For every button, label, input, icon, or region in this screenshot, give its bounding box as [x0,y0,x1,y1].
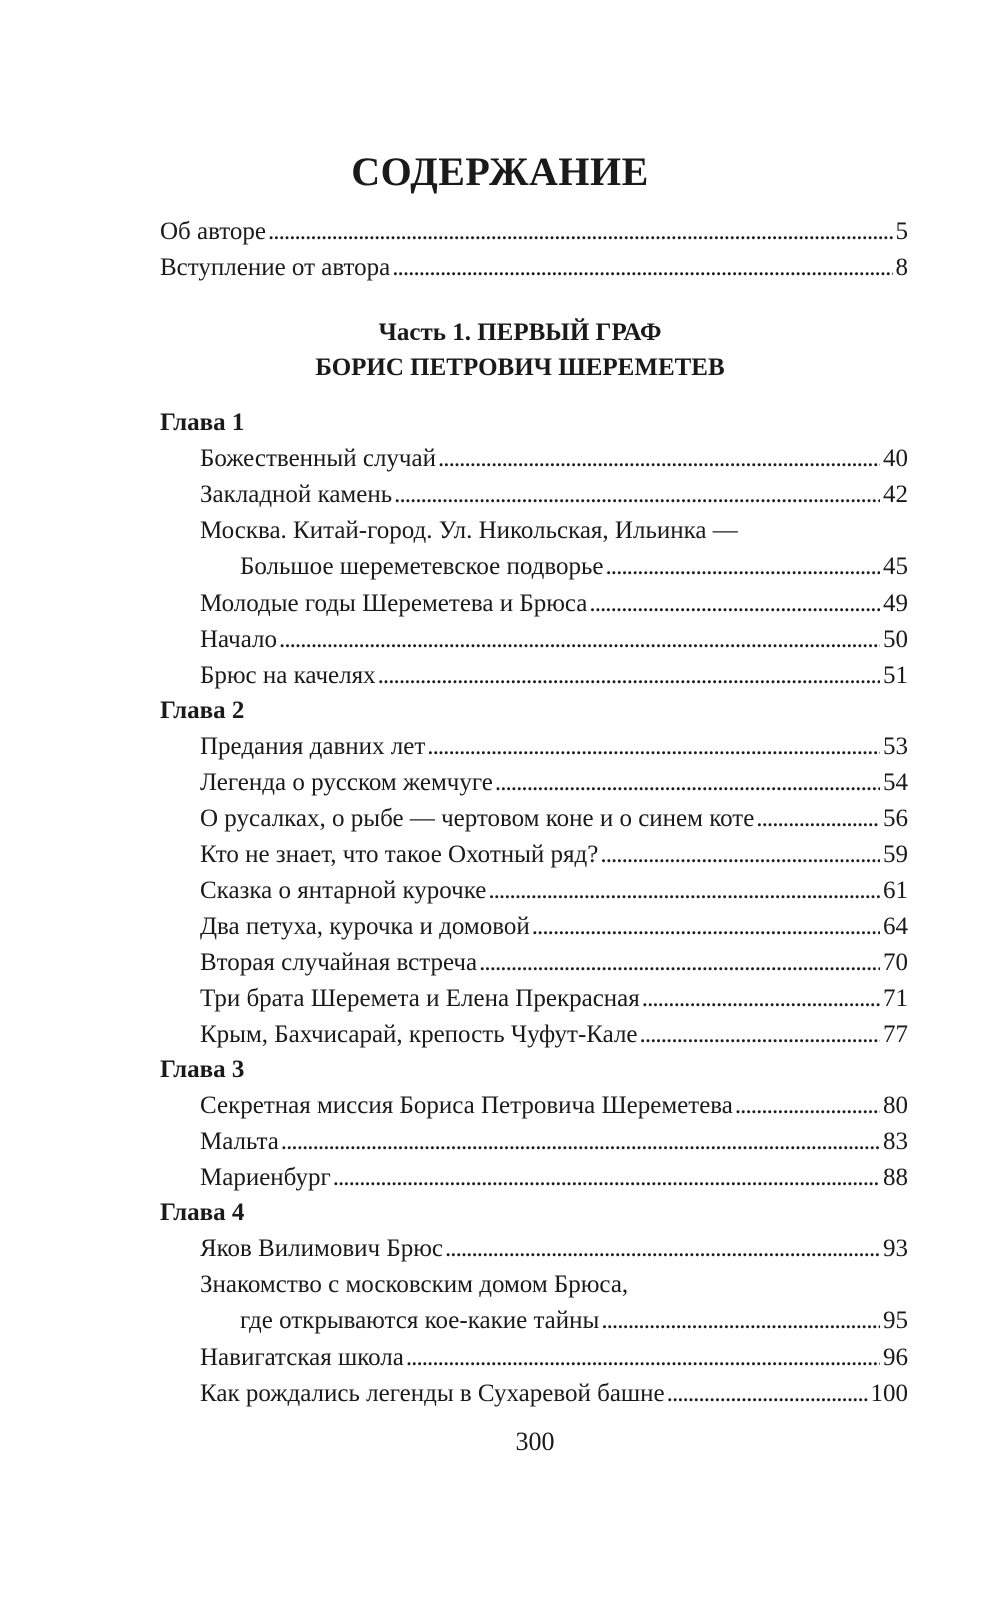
toc-entry[interactable] [200,981,908,1017]
toc-entry-title: Брюс на качелях [200,662,376,689]
toc-entry[interactable] [200,1017,908,1053]
toc-entry[interactable] [200,837,908,873]
toc-entry-page: 71 [883,985,908,1012]
dot-leader [488,873,880,909]
dot-leader [392,250,892,286]
toc-entry-page: 40 [883,445,908,472]
toc-entry-title: Мальта [200,1128,279,1155]
toc-entry[interactable] [200,945,908,981]
dot-leader [281,1124,880,1160]
toc-entry-page: 49 [883,590,908,617]
toc-entry-title: Как рождались легенды в Сухаревой башне [200,1380,665,1407]
toc-entry-title: Два петуха, курочка и домовой [200,913,530,940]
part-heading-line2: БОРИС ПЕТРОВИЧ ШЕРЕМЕТЕВ [315,354,725,381]
dot-leader [394,477,880,513]
toc-entry[interactable] [200,729,908,765]
toc-entry[interactable] [200,441,908,477]
toc-entry-title: где открываются кое-какие тайны [240,1307,600,1334]
toc-entry-title: Вторая случайная встреча [200,949,478,976]
toc-entry-title: Вступление от автора [160,254,391,281]
part-heading [0,315,1000,385]
dot-leader [406,1340,880,1376]
toc-entry-page: 45 [883,553,908,580]
toc-entry-page: 93 [883,1235,908,1262]
dot-leader [600,837,880,873]
toc-entry-introduction[interactable] [160,250,908,286]
page-title: СОДЕРЖАНИЕ [351,149,649,194]
chapter-heading-3: Глава 3 [160,1056,245,1083]
toc-entry-title: Крым, Бахчисарай, крепость Чуфут-Кале [200,1021,638,1048]
toc-entry-title: Мариенбург [200,1164,331,1191]
toc-entry-page: 61 [883,877,908,904]
dot-leader [667,1376,868,1412]
dot-leader [427,729,880,765]
toc-entry-page: 8 [895,254,908,281]
toc-entry-title: Об авторе [160,218,266,245]
toc-entry-page: 64 [883,913,908,940]
toc-entry[interactable] [200,1231,908,1267]
toc-entry[interactable] [200,622,908,658]
chapter-heading-2: Глава 2 [160,697,245,724]
toc-entry-page: 88 [883,1164,908,1191]
dot-leader [479,945,880,981]
toc-entry-page: 96 [883,1344,908,1371]
dot-leader [333,1160,880,1196]
toc-entry[interactable] [200,909,908,945]
dot-leader [601,1303,880,1339]
toc-entry[interactable] [200,1088,908,1124]
toc-entry-title: Сказка о янтарной курочке [200,877,487,904]
toc-entry[interactable] [200,1124,908,1160]
toc-entry-page: 100 [870,1380,908,1407]
toc-entry-page: 59 [883,841,908,868]
toc-entry-page: 51 [883,662,908,689]
dot-leader [589,586,880,622]
toc-entry[interactable] [200,1340,908,1376]
toc-entry-page: 5 [895,218,908,245]
toc-entry[interactable] [200,801,908,837]
part-heading-line1: Часть 1. ПЕРВЫЙ ГРАФ [378,319,662,346]
chapter-heading-4: Глава 4 [160,1199,245,1226]
toc-entry-title: Кто не знает, что такое Охотный ряд? [200,841,599,868]
dot-leader [735,1088,880,1124]
toc-entry-page: 42 [883,481,908,508]
toc-entry[interactable] [240,549,908,585]
toc-entry-title: Божественный случай [200,445,436,472]
toc-entry-title: Предания давних лет [200,733,426,760]
dot-leader [268,214,893,250]
toc-entry-page: 83 [883,1128,908,1155]
chapter-heading-1: Глава 1 [160,409,245,436]
toc-entry-first-line[interactable]: Знакомство с московским домом Брюса, [200,1271,629,1298]
toc-entry-page: 77 [883,1021,908,1048]
toc-entry[interactable] [240,1303,908,1339]
dot-leader [756,801,880,837]
toc-entry[interactable] [200,873,908,909]
toc-entry-first-line[interactable]: Москва. Китай-город. Ул. Никольская, Ильинка — [200,517,738,544]
toc-entry-title: Закладной камень [200,481,393,508]
toc-entry-title: Начало [200,626,278,653]
dot-leader [279,622,880,658]
toc-entry-title: Яков Вилимович Брюс [200,1235,443,1262]
toc-entry-page: 50 [883,626,908,653]
toc-entry-about-author[interactable] [160,214,908,250]
dot-leader [378,658,880,694]
page-number: 300 [515,1427,555,1456]
toc-entry-page: 95 [883,1307,908,1334]
toc-entry-page: 56 [883,805,908,832]
toc-entry-title: О русалках, о рыбе — чертовом коне и о синем коте [200,805,755,832]
dot-leader [640,1017,880,1053]
toc-entry[interactable] [200,658,908,694]
toc-entry-title: Легенда о русском жемчуге [200,769,493,796]
dot-leader [642,981,880,1017]
toc-entry-title: Навигатская школа [200,1344,404,1371]
toc-entry[interactable] [200,586,908,622]
toc-entry[interactable] [200,1160,908,1196]
dot-leader [445,1231,880,1267]
dot-leader [532,909,880,945]
toc-entry-page: 53 [883,733,908,760]
toc-entry-page: 54 [883,769,908,796]
toc-entry-page: 70 [883,949,908,976]
toc-entry[interactable] [200,477,908,513]
toc-entry[interactable] [200,1376,908,1412]
dot-leader [438,441,880,477]
toc-entry-title: Три брата Шеремета и Елена Прекрасная [200,985,640,1012]
dot-leader [495,765,880,801]
toc-entry-title: Молодые годы Шереметева и Брюса [200,590,588,617]
toc-entry-page: 80 [883,1092,908,1119]
dot-leader [605,549,880,585]
toc-entry-title: Большое шереметевское подворье [240,553,604,580]
toc-entry-title: Секретная миссия Бориса Петровича Шереметева [200,1092,733,1119]
toc-entry[interactable] [200,765,908,801]
